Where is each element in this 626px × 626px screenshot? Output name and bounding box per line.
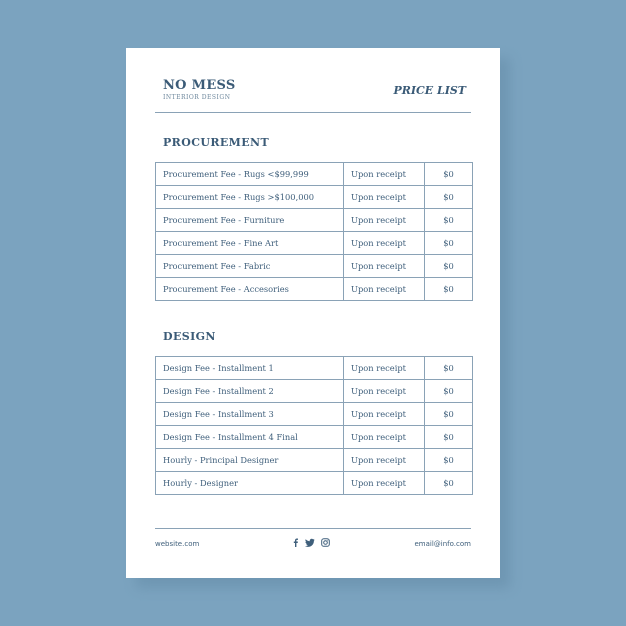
price-cell: $0 [425, 232, 473, 255]
social-links [292, 538, 330, 547]
price-list-sheet [126, 48, 500, 578]
facebook-icon[interactable] [292, 538, 299, 547]
price-cell: $0 [425, 449, 473, 472]
item-cell: Procurement Fee - Furniture [156, 209, 344, 232]
item-cell: Procurement Fee - Accesories [156, 278, 344, 301]
terms-cell: Upon receipt [344, 449, 425, 472]
price-cell: $0 [425, 186, 473, 209]
terms-cell: Upon receipt [344, 163, 425, 186]
price-cell: $0 [425, 163, 473, 186]
terms-cell: Upon receipt [344, 426, 425, 449]
brand-name: NO MESS [163, 78, 236, 93]
email-link[interactable]: email@info.com [414, 540, 471, 548]
item-cell: Procurement Fee - Rugs <$99,999 [156, 163, 344, 186]
item-cell: Procurement Fee - Rugs >$100,000 [156, 186, 344, 209]
terms-cell: Upon receipt [344, 403, 425, 426]
table-row [156, 403, 473, 426]
terms-cell: Upon receipt [344, 232, 425, 255]
table-row [156, 426, 473, 449]
brand-subtitle: INTERIOR DESIGN [163, 94, 231, 101]
header-divider [155, 112, 471, 113]
procurement-table [155, 162, 473, 301]
table-row [156, 163, 473, 186]
terms-cell: Upon receipt [344, 209, 425, 232]
price-cell: $0 [425, 278, 473, 301]
table-row [156, 255, 473, 278]
table-row [156, 278, 473, 301]
price-cell: $0 [425, 403, 473, 426]
table-row [156, 209, 473, 232]
price-cell: $0 [425, 472, 473, 495]
item-cell: Hourly - Designer [156, 472, 344, 495]
item-cell: Procurement Fee - Fine Art [156, 232, 344, 255]
footer-divider [155, 528, 471, 529]
item-cell: Design Fee - Installment 1 [156, 357, 344, 380]
price-cell: $0 [425, 426, 473, 449]
website-link[interactable]: website.com [155, 540, 200, 548]
price-cell: $0 [425, 255, 473, 278]
item-cell: Procurement Fee - Fabric [156, 255, 344, 278]
section-title-procurement: PROCUREMENT [163, 136, 270, 149]
price-cell: $0 [425, 380, 473, 403]
terms-cell: Upon receipt [344, 380, 425, 403]
terms-cell: Upon receipt [344, 255, 425, 278]
twitter-icon[interactable] [305, 538, 315, 547]
design-table [155, 356, 473, 495]
item-cell: Design Fee - Installment 3 [156, 403, 344, 426]
table-row [156, 232, 473, 255]
terms-cell: Upon receipt [344, 472, 425, 495]
item-cell: Design Fee - Installment 4 Final [156, 426, 344, 449]
item-cell: Hourly - Principal Designer [156, 449, 344, 472]
terms-cell: Upon receipt [344, 357, 425, 380]
table-row [156, 186, 473, 209]
table-row [156, 357, 473, 380]
document-title: PRICE LIST [393, 84, 466, 97]
section-title-design: DESIGN [163, 330, 216, 343]
terms-cell: Upon receipt [344, 186, 425, 209]
terms-cell: Upon receipt [344, 278, 425, 301]
table-row [156, 472, 473, 495]
price-cell: $0 [425, 209, 473, 232]
table-row [156, 449, 473, 472]
price-cell: $0 [425, 357, 473, 380]
instagram-icon[interactable] [321, 538, 330, 547]
item-cell: Design Fee - Installment 2 [156, 380, 344, 403]
table-row [156, 380, 473, 403]
